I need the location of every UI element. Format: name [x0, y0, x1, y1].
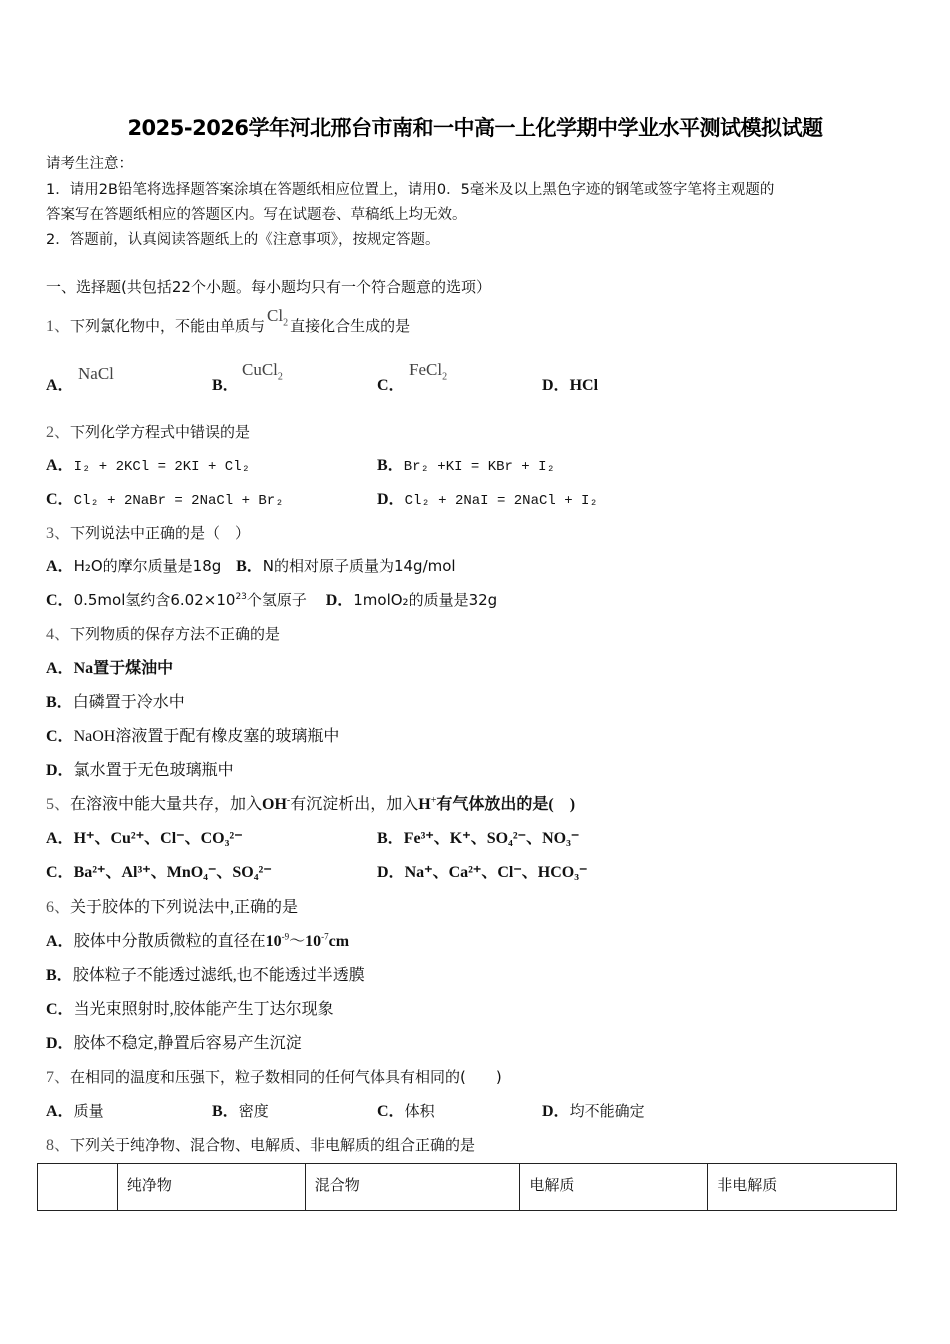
value: 10 [265, 933, 282, 950]
stem-text: 下列说法中正确的是（ ） [70, 524, 251, 542]
option-a-formula: NaCl [78, 364, 114, 383]
question-7-stem [46, 1064, 502, 1087]
option-text: 密度 [238, 1102, 269, 1120]
range-separator: ～ [289, 933, 306, 950]
option-label: B． [377, 830, 404, 847]
ion-charge: + [430, 795, 437, 806]
question-7-option-b[interactable] [212, 1098, 269, 1121]
option-text: N的相对原子质量为14g/mol [262, 557, 456, 575]
formula-text: FeCl [409, 360, 443, 379]
option-text: 0.5mol氢约含6.02×10 [73, 591, 236, 609]
option-text: 1molO₂的质量是32g [353, 591, 498, 609]
option-label: D． [542, 1103, 570, 1120]
option-label: A． [46, 660, 74, 677]
notice-item-1-line-2: 答案写在答题纸相应的答题区内。写在试题卷、草稿纸上均无效。 [46, 207, 467, 223]
question-5-option-a[interactable] [46, 825, 243, 848]
table-header-cell [38, 1164, 118, 1211]
unit: cm [328, 933, 350, 950]
stem-text: 关于胶体的下列说法中,正确的是 [70, 899, 299, 916]
question-1-option-d[interactable] [542, 372, 598, 395]
stem-text: 有沉淀析出，加入 [290, 796, 419, 813]
table-header-cell: 混合物 [305, 1164, 520, 1211]
question-number: 8、 [46, 1137, 71, 1154]
question-4-option-a[interactable] [46, 655, 173, 678]
question-2-option-c[interactable] [46, 486, 284, 509]
option-text: 当光束照射时,胶体能产生丁达尔现象 [73, 1001, 334, 1018]
option-c-formula [409, 360, 447, 382]
question-3-options-row-2 [46, 587, 497, 610]
table-header-row [38, 1164, 897, 1211]
ion-formula: H [418, 796, 431, 813]
notice-item-2: 2．答题前，认真阅读答题纸上的《注意事项》，按规定答题。 [46, 232, 440, 248]
question-1-option-b[interactable] [212, 372, 239, 395]
question-6-stem [46, 894, 298, 917]
option-label: D． [46, 1035, 74, 1052]
notice-heading: 请考生注意： [46, 156, 133, 172]
exponent: 23 [235, 592, 247, 602]
question-7-option-d[interactable] [542, 1098, 645, 1121]
question-number: 4、 [46, 626, 71, 643]
option-text: Ba²⁺、Al³⁺、MnO₄⁻、SO₄²⁻ [73, 864, 272, 881]
option-text: 胶体中分散质微粒的直径在 [73, 933, 266, 950]
option-text: Fe³⁺、K⁺、SO₄²⁻、NO₃⁻ [403, 830, 580, 847]
question-2-option-d[interactable] [377, 486, 598, 509]
question-1-option-c[interactable] [377, 372, 405, 395]
option-label: A． [46, 457, 74, 474]
option-text: 质量 [73, 1102, 104, 1120]
question-6-option-d[interactable] [46, 1030, 302, 1053]
option-label: B． [46, 694, 73, 711]
option-text: 白磷置于冷水中 [72, 694, 185, 711]
option-label: D． [46, 762, 74, 779]
question-7-option-c[interactable] [377, 1098, 435, 1121]
option-text: 氯水置于无色玻璃瓶中 [73, 762, 234, 779]
stem-text: 下列化学方程式中错误的是 [70, 423, 251, 441]
stem-text: 下列物质的保存方法不正确的是 [70, 625, 281, 643]
option-text: 胶体粒子不能透过滤纸,也不能透过半透膜 [72, 967, 365, 984]
exponent: -7 [321, 931, 329, 942]
stem-text: 在相同的温度和压强下，粒子数相同的任何气体具有相同的( ) [70, 1068, 502, 1086]
option-b-formula [242, 360, 283, 382]
stem-text: 在溶液中能大量共存，加入 [70, 796, 263, 813]
formula-subscript: 2 [442, 371, 448, 383]
option-text: 胶体不稳定,静置后容易产生沉淀 [73, 1035, 302, 1052]
option-label: B． [377, 457, 404, 474]
exponent: -9 [281, 931, 290, 942]
question-2-stem [46, 419, 250, 442]
value: 10 [305, 933, 322, 950]
option-label: D． [325, 592, 354, 609]
option-label: D． [377, 864, 405, 881]
ion-formula: OH [262, 796, 287, 813]
option-label: B． [212, 1103, 239, 1120]
question-4-stem [46, 621, 280, 644]
option-text: Na⁺、Ca²⁺、Cl⁻、HCO₃⁻ [404, 864, 588, 881]
question-number: 2、 [46, 424, 71, 441]
question-4-option-d[interactable] [46, 757, 234, 780]
question-3-stem [46, 520, 250, 543]
option-text: 体积 [404, 1102, 435, 1120]
option-label: A． [46, 558, 74, 575]
option-text: I₂ + 2KCl = 2KI + Cl₂ [73, 459, 250, 475]
option-text: HCl [569, 377, 599, 394]
option-label: B． [236, 558, 263, 575]
option-label: C． [46, 592, 74, 609]
stem-text: 直接化合生成的是 [290, 317, 411, 335]
question-number: 3、 [46, 525, 71, 542]
section-heading: 一、选择题(共包括22个小题。每小题均只有一个符合题意的选项） [46, 278, 491, 296]
stem-text: 有气体放出的是( ) [436, 796, 576, 813]
formula-text: Cl [267, 306, 284, 325]
question-2-option-b[interactable] [377, 452, 555, 475]
question-1-option-a[interactable] [46, 372, 74, 395]
option-text: H₂O的摩尔质量是18g [73, 557, 222, 575]
question-6-option-b[interactable] [46, 962, 365, 985]
question-8-stem [46, 1132, 475, 1155]
formula-subscript: 2 [283, 317, 289, 329]
option-label: A． [46, 377, 74, 394]
option-text: H⁺、Cu²⁺、Cl⁻、CO₃²⁻ [73, 830, 243, 847]
question-3-option-c[interactable] [46, 591, 307, 609]
option-label: A． [46, 933, 74, 950]
option-label: B． [46, 967, 73, 984]
table-header-cell: 非电解质 [708, 1164, 897, 1211]
stem-text: 下列氯化物中，不能由单质与 [70, 317, 266, 335]
question-3-option-a[interactable] [46, 557, 221, 575]
ion-charge: - [286, 795, 291, 806]
question-number: 5、 [46, 796, 71, 813]
question-number: 1、 [46, 318, 71, 335]
question-7-option-a[interactable] [46, 1098, 104, 1121]
option-label: C． [46, 864, 74, 881]
option-text: Na置于煤油中 [73, 660, 174, 677]
option-label: A． [46, 1103, 74, 1120]
question-8-table [37, 1163, 897, 1211]
question-3-options-row-1 [46, 553, 456, 576]
option-label: D． [542, 377, 570, 394]
option-label: C． [46, 491, 74, 508]
question-number: 7、 [46, 1069, 71, 1086]
formula-text: CuCl [242, 360, 278, 379]
option-label: C． [377, 377, 405, 394]
formula-subscript: 2 [277, 371, 283, 383]
chem-formula [267, 306, 289, 329]
option-text: Cl₂ + 2NaBr = 2NaCl + Br₂ [73, 493, 284, 509]
option-label: C． [46, 728, 74, 745]
option-text: Br₂ +KI = KBr + I₂ [403, 459, 555, 475]
question-4-option-c[interactable] [46, 723, 339, 746]
question-2-option-a[interactable] [46, 452, 250, 475]
option-text: NaOH溶液置于配有橡皮塞的玻璃瓶中 [73, 728, 340, 745]
option-label: D． [377, 491, 405, 508]
question-1-stem [46, 306, 411, 338]
question-3-option-d[interactable] [326, 591, 498, 609]
table-header-cell: 电解质 [520, 1164, 708, 1211]
notice-item-1-line-1: 1．请用2B铅笔将选择题答案涂填在答题纸相应位置上，请用0．5毫米及以上黑色字迹的钢笔或签字笔将主观题的 [46, 182, 775, 198]
option-label: B． [212, 377, 239, 394]
table-header-cell: 纯净物 [117, 1164, 305, 1211]
question-6-option-c[interactable] [46, 996, 334, 1019]
option-text: 均不能确定 [569, 1102, 645, 1120]
question-3-option-b[interactable] [236, 557, 456, 575]
document-title: 2025-2026学年河北邢台市南和一中高一上化学期中学业水平测试模拟试题 [127, 116, 823, 140]
stem-text: 下列关于纯净物、混合物、电解质、非电解质的组合正确的是 [70, 1136, 476, 1154]
option-text: 个氢原子 [246, 591, 307, 609]
question-5-option-b[interactable] [377, 825, 579, 848]
option-label: A． [46, 830, 74, 847]
question-5-option-d[interactable] [377, 859, 588, 882]
question-5-stem [46, 791, 575, 814]
question-4-option-b[interactable] [46, 689, 185, 712]
question-5-option-c[interactable] [46, 859, 272, 882]
option-label: C． [46, 1001, 74, 1018]
option-text: Cl₂ + 2NaI = 2NaCl + I₂ [404, 493, 598, 509]
question-number: 6、 [46, 899, 71, 916]
option-label: C． [377, 1103, 405, 1120]
question-6-option-a[interactable] [46, 928, 349, 951]
